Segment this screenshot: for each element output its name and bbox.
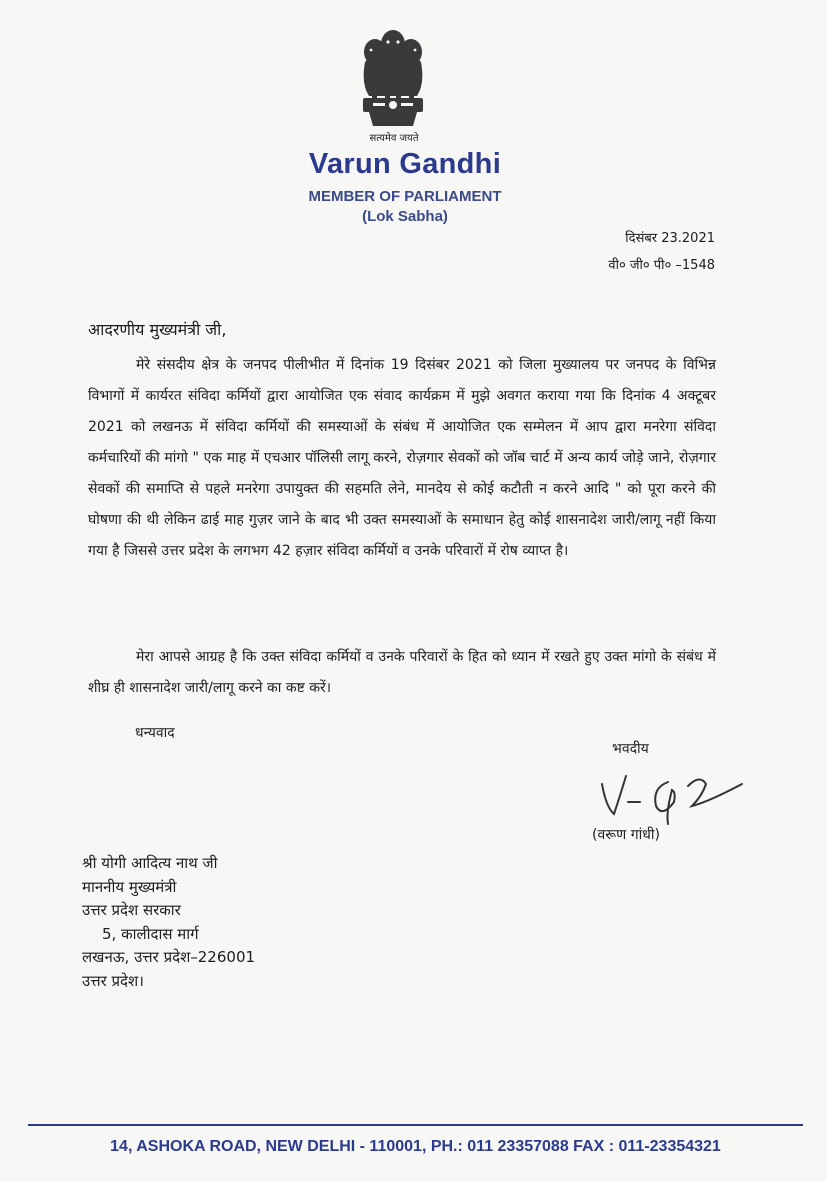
sender-name: Varun Gandhi — [308, 148, 502, 180]
national-emblem-icon — [355, 22, 431, 134]
emblem-motto: सत्यमेव जयते — [369, 133, 419, 144]
footer-divider — [28, 1124, 803, 1126]
addressee-line: लखनऊ, उत्तर प्रदेश–226001 — [82, 948, 256, 967]
addressee-line: उत्तर प्रदेश। — [82, 971, 144, 990]
thanks-line: धन्यवाद — [135, 725, 175, 741]
addressee-line: माननीय मुख्यमंत्री — [82, 877, 177, 896]
letter-reference: वी० जी० पी० –1548 — [608, 258, 715, 273]
footer-address: 14, ASHOKA ROAD, NEW DELHI - 110001, PH.: 011 23357088 FAX : 011-23354321 — [110, 1138, 721, 1155]
salutation: आदरणीय मुख्यमंत्री जी, — [88, 320, 227, 339]
addressee-block — [82, 852, 255, 994]
addressee-line: श्री योगी आदित्य नाथ जी — [82, 854, 218, 872]
body-paragraph-2: मेरा आपसे आग्रह है कि उक्त संविदा कर्मियों व उनके परिवारों के हित को ध्यान में रखते हुए उक्त मांगो के संबंध में शीघ्र ही शासनादेश जारी/लागू करने का कष्ट करें। — [88, 649, 716, 696]
addressee-line: 5, कालीदास मार्ग — [102, 924, 199, 943]
signatory-name: (वरूण गांधी) — [592, 827, 660, 843]
letter-date: दिसंबर 23.2021 — [625, 231, 715, 246]
handwritten-signature — [596, 762, 746, 832]
sender-house: (Lok Sabha) — [362, 208, 448, 225]
body-paragraph-1: मेरे संसदीय क्षेत्र के जनपद पीलीभीत में दिनांक 19 दिसंबर 2021 को जिला मुख्यालय पर जनपद के विभिन्न विभागों में कार्यरत संविदा कर्मियों द्वारा आयोजित एक संवाद कार्यक्रम में मुझे अवगत कराया गया कि दिनांक 4 अक्टूबर 2021 को लखनऊ में संविदा कर्मियों की समस्याओं के संबंध में आयोजित एक सम्मेलन में आप द्वारा मनरेगा संविदा कर्मचारियों की मांगो " एक माह में एचआर पॉलिसी लागू करने, रोज़गार सेवकों को जॉब चार्ट में अन्य कार्य जोड़े जाने, रोज़गार सेवकों की समाप्ति से पहले मनरेगा उपायुक्त की सहमति लेने, मानदेय से कोई कटौती न करने आदि " को पूरा करने की घोषणा की थी लेकिन ढाई माह गुज़र जाने के बाद भी उक्त समस्याओं के समाधान हेतु कोई शासनादेश जारी/लागू नहीं किया गया है जिससे उत्तर प्रदेश के लगभग 42 हज़ार संविदा कर्मियों व उनके परिवारों में रोष व्याप्त है। — [88, 357, 716, 559]
sender-designation: MEMBER OF PARLIAMENT — [308, 188, 502, 205]
closing-line: भवदीय — [612, 741, 649, 757]
addressee-line: उत्तर प्रदेश सरकार — [82, 901, 181, 920]
